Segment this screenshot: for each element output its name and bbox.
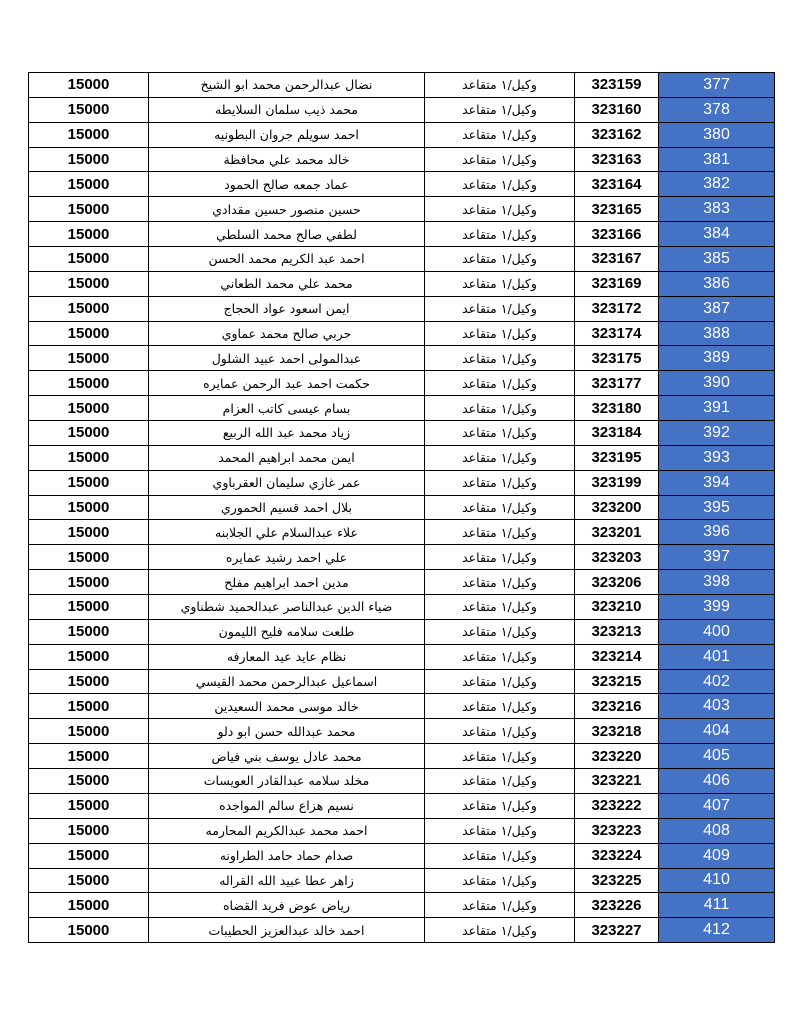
code-cell: 323164 <box>575 172 659 197</box>
rank-cell: وكيل/١ متقاعد <box>425 694 575 719</box>
serial-cell: 406 <box>659 769 775 794</box>
name-cell: نضال عبدالرحمن محمد ابو الشيخ <box>149 73 425 98</box>
amount-cell: 15000 <box>29 97 149 122</box>
code-cell: 323172 <box>575 296 659 321</box>
rank-cell: وكيل/١ متقاعد <box>425 247 575 272</box>
name-cell: احمد محمد عبدالكريم المحارمه <box>149 818 425 843</box>
table-row <box>29 346 775 371</box>
table-row <box>29 868 775 893</box>
rank-cell: وكيل/١ متقاعد <box>425 669 575 694</box>
code-cell: 323163 <box>575 147 659 172</box>
name-cell: احمد عبد الكريم محمد الحسن <box>149 247 425 272</box>
amount-cell: 15000 <box>29 793 149 818</box>
code-cell: 323213 <box>575 619 659 644</box>
rank-cell: وكيل/١ متقاعد <box>425 619 575 644</box>
table-row <box>29 296 775 321</box>
name-cell: خالد محمد علي محافظة <box>149 147 425 172</box>
code-cell: 323225 <box>575 868 659 893</box>
serial-cell: 393 <box>659 445 775 470</box>
code-cell: 323167 <box>575 247 659 272</box>
name-cell: صدام حماد حامد الطراونه <box>149 843 425 868</box>
serial-cell: 380 <box>659 122 775 147</box>
amount-cell: 15000 <box>29 918 149 943</box>
serial-cell: 401 <box>659 644 775 669</box>
table-row <box>29 321 775 346</box>
code-cell: 323175 <box>575 346 659 371</box>
rank-cell: وكيل/١ متقاعد <box>425 445 575 470</box>
name-cell: بسام عيسى كاتب العزام <box>149 396 425 421</box>
rank-cell: وكيل/١ متقاعد <box>425 421 575 446</box>
name-cell: علاء عبدالسلام علي الجلابنه <box>149 520 425 545</box>
code-cell: 323184 <box>575 421 659 446</box>
serial-cell: 412 <box>659 918 775 943</box>
rank-cell: وكيل/١ متقاعد <box>425 172 575 197</box>
amount-cell: 15000 <box>29 197 149 222</box>
serial-cell: 388 <box>659 321 775 346</box>
amount-cell: 15000 <box>29 147 149 172</box>
table-row <box>29 445 775 470</box>
amount-cell: 15000 <box>29 346 149 371</box>
table-row <box>29 470 775 495</box>
table-row <box>29 147 775 172</box>
serial-cell: 382 <box>659 172 775 197</box>
rank-cell: وكيل/١ متقاعد <box>425 595 575 620</box>
amount-cell: 15000 <box>29 222 149 247</box>
serial-cell: 394 <box>659 470 775 495</box>
rank-cell: وكيل/١ متقاعد <box>425 321 575 346</box>
rank-cell: وكيل/١ متقاعد <box>425 744 575 769</box>
name-cell: عماد جمعه صالح الحمود <box>149 172 425 197</box>
serial-cell: 377 <box>659 73 775 98</box>
serial-cell: 405 <box>659 744 775 769</box>
name-cell: حسين منصور حسين مقدادي <box>149 197 425 222</box>
rank-cell: وكيل/١ متقاعد <box>425 271 575 296</box>
serial-cell: 392 <box>659 421 775 446</box>
serial-cell: 383 <box>659 197 775 222</box>
code-cell: 323199 <box>575 470 659 495</box>
table-row <box>29 744 775 769</box>
name-cell: مخلد سلامه عبدالقادر العويسات <box>149 769 425 794</box>
amount-cell: 15000 <box>29 495 149 520</box>
amount-cell: 15000 <box>29 843 149 868</box>
amount-cell: 15000 <box>29 769 149 794</box>
name-cell: عبدالمولى احمد عبيد الشلول <box>149 346 425 371</box>
table-row <box>29 793 775 818</box>
name-cell: لطفي صالح محمد السلطي <box>149 222 425 247</box>
amount-cell: 15000 <box>29 396 149 421</box>
rank-cell: وكيل/١ متقاعد <box>425 296 575 321</box>
table-row <box>29 371 775 396</box>
rank-cell: وكيل/١ متقاعد <box>425 470 575 495</box>
name-cell: خالد موسى محمد السعيدين <box>149 694 425 719</box>
serial-cell: 400 <box>659 619 775 644</box>
rank-cell: وكيل/١ متقاعد <box>425 495 575 520</box>
code-cell: 323203 <box>575 545 659 570</box>
table-row <box>29 97 775 122</box>
name-cell: ايمن اسعود عواد الحجاج <box>149 296 425 321</box>
name-cell: نظام عايد عيد المعارفه <box>149 644 425 669</box>
amount-cell: 15000 <box>29 893 149 918</box>
serial-cell: 407 <box>659 793 775 818</box>
amount-cell: 15000 <box>29 818 149 843</box>
amount-cell: 15000 <box>29 172 149 197</box>
rank-cell: وكيل/١ متقاعد <box>425 97 575 122</box>
name-cell: حكمت احمد عبد الرحمن عمايره <box>149 371 425 396</box>
table-row <box>29 197 775 222</box>
serial-cell: 395 <box>659 495 775 520</box>
rank-cell: وكيل/١ متقاعد <box>425 545 575 570</box>
rank-cell: وكيل/١ متقاعد <box>425 918 575 943</box>
amount-cell: 15000 <box>29 247 149 272</box>
amount-cell: 15000 <box>29 271 149 296</box>
table-row <box>29 247 775 272</box>
serial-cell: 396 <box>659 520 775 545</box>
code-cell: 323216 <box>575 694 659 719</box>
name-cell: بلال احمد قسيم الحموري <box>149 495 425 520</box>
serial-cell: 408 <box>659 818 775 843</box>
serial-cell: 387 <box>659 296 775 321</box>
serial-cell: 384 <box>659 222 775 247</box>
serial-cell: 409 <box>659 843 775 868</box>
table-row <box>29 644 775 669</box>
table-row <box>29 669 775 694</box>
rank-cell: وكيل/١ متقاعد <box>425 520 575 545</box>
amount-cell: 15000 <box>29 470 149 495</box>
name-cell: ضياء الدين عبدالناصر عبدالحميد شطناوي <box>149 595 425 620</box>
table-row <box>29 421 775 446</box>
table-row <box>29 172 775 197</box>
code-cell: 323165 <box>575 197 659 222</box>
table-row <box>29 570 775 595</box>
rank-cell: وكيل/١ متقاعد <box>425 868 575 893</box>
serial-cell: 386 <box>659 271 775 296</box>
table-row <box>29 122 775 147</box>
rank-cell: وكيل/١ متقاعد <box>425 570 575 595</box>
code-cell: 323169 <box>575 271 659 296</box>
amount-cell: 15000 <box>29 122 149 147</box>
rank-cell: وكيل/١ متقاعد <box>425 222 575 247</box>
name-cell: محمد ذيب سلمان السلايطه <box>149 97 425 122</box>
rank-cell: وكيل/١ متقاعد <box>425 644 575 669</box>
name-cell: طلعت سلامه فليح الليمون <box>149 619 425 644</box>
name-cell: نسيم هزاع سالم المواجده <box>149 793 425 818</box>
code-cell: 323214 <box>575 644 659 669</box>
amount-cell: 15000 <box>29 669 149 694</box>
serial-cell: 397 <box>659 545 775 570</box>
code-cell: 323195 <box>575 445 659 470</box>
amount-cell: 15000 <box>29 445 149 470</box>
table-row <box>29 719 775 744</box>
table-row <box>29 73 775 98</box>
amount-cell: 15000 <box>29 868 149 893</box>
code-cell: 323220 <box>575 744 659 769</box>
code-cell: 323180 <box>575 396 659 421</box>
amount-cell: 15000 <box>29 570 149 595</box>
table-row <box>29 769 775 794</box>
rank-cell: وكيل/١ متقاعد <box>425 197 575 222</box>
rank-cell: وكيل/١ متقاعد <box>425 396 575 421</box>
code-cell: 323226 <box>575 893 659 918</box>
table-row <box>29 222 775 247</box>
code-cell: 323210 <box>575 595 659 620</box>
name-cell: احمد خالد عبدالعزيز الحطيبات <box>149 918 425 943</box>
rank-cell: وكيل/١ متقاعد <box>425 818 575 843</box>
amount-cell: 15000 <box>29 545 149 570</box>
code-cell: 323221 <box>575 769 659 794</box>
table-row <box>29 495 775 520</box>
code-cell: 323224 <box>575 843 659 868</box>
amount-cell: 15000 <box>29 321 149 346</box>
rank-cell: وكيل/١ متقاعد <box>425 73 575 98</box>
table-row <box>29 694 775 719</box>
rank-cell: وكيل/١ متقاعد <box>425 122 575 147</box>
amount-cell: 15000 <box>29 619 149 644</box>
name-cell: محمد عادل يوسف بني فياض <box>149 744 425 769</box>
name-cell: علي احمد رشيد عمايره <box>149 545 425 570</box>
table-row <box>29 396 775 421</box>
name-cell: حربي صالح محمد عماوي <box>149 321 425 346</box>
rank-cell: وكيل/١ متقاعد <box>425 147 575 172</box>
serial-cell: 411 <box>659 893 775 918</box>
table-row <box>29 619 775 644</box>
amount-cell: 15000 <box>29 694 149 719</box>
name-cell: عمر غازي سليمان العقرباوي <box>149 470 425 495</box>
amount-cell: 15000 <box>29 296 149 321</box>
name-cell: زاهر عطا عبيد الله القراله <box>149 868 425 893</box>
amount-cell: 15000 <box>29 371 149 396</box>
table-row <box>29 595 775 620</box>
serial-cell: 391 <box>659 396 775 421</box>
amount-cell: 15000 <box>29 520 149 545</box>
code-cell: 323218 <box>575 719 659 744</box>
table-row <box>29 545 775 570</box>
amount-cell: 15000 <box>29 421 149 446</box>
name-cell: محمد علي محمد الطعاني <box>149 271 425 296</box>
code-cell: 323160 <box>575 97 659 122</box>
retirees-table <box>28 72 775 943</box>
serial-cell: 398 <box>659 570 775 595</box>
code-cell: 323162 <box>575 122 659 147</box>
table-row <box>29 893 775 918</box>
table-row <box>29 843 775 868</box>
code-cell: 323174 <box>575 321 659 346</box>
name-cell: زياد محمد عبد الله الربيع <box>149 421 425 446</box>
serial-cell: 403 <box>659 694 775 719</box>
code-cell: 323177 <box>575 371 659 396</box>
name-cell: احمد سويلم جروان البطونيه <box>149 122 425 147</box>
serial-cell: 385 <box>659 247 775 272</box>
rank-cell: وكيل/١ متقاعد <box>425 719 575 744</box>
rank-cell: وكيل/١ متقاعد <box>425 371 575 396</box>
serial-cell: 404 <box>659 719 775 744</box>
code-cell: 323215 <box>575 669 659 694</box>
name-cell: محمد عبدالله حسن ابو دلو <box>149 719 425 744</box>
rank-cell: وكيل/١ متقاعد <box>425 346 575 371</box>
table-row <box>29 818 775 843</box>
amount-cell: 15000 <box>29 744 149 769</box>
table-row <box>29 918 775 943</box>
code-cell: 323201 <box>575 520 659 545</box>
code-cell: 323223 <box>575 818 659 843</box>
serial-cell: 381 <box>659 147 775 172</box>
code-cell: 323166 <box>575 222 659 247</box>
amount-cell: 15000 <box>29 644 149 669</box>
serial-cell: 378 <box>659 97 775 122</box>
serial-cell: 390 <box>659 371 775 396</box>
code-cell: 323222 <box>575 793 659 818</box>
name-cell: ايمن محمد ابراهيم المحمد <box>149 445 425 470</box>
name-cell: مدين احمد ابراهيم مفلح <box>149 570 425 595</box>
rank-cell: وكيل/١ متقاعد <box>425 769 575 794</box>
serial-cell: 402 <box>659 669 775 694</box>
table-row <box>29 271 775 296</box>
code-cell: 323227 <box>575 918 659 943</box>
serial-cell: 399 <box>659 595 775 620</box>
rank-cell: وكيل/١ متقاعد <box>425 893 575 918</box>
rank-cell: وكيل/١ متقاعد <box>425 793 575 818</box>
amount-cell: 15000 <box>29 595 149 620</box>
rank-cell: وكيل/١ متقاعد <box>425 843 575 868</box>
amount-cell: 15000 <box>29 73 149 98</box>
table-body <box>29 73 775 943</box>
name-cell: اسماعيل عبدالرحمن محمد القيسي <box>149 669 425 694</box>
serial-cell: 410 <box>659 868 775 893</box>
serial-cell: 389 <box>659 346 775 371</box>
code-cell: 323159 <box>575 73 659 98</box>
code-cell: 323200 <box>575 495 659 520</box>
table-row <box>29 520 775 545</box>
name-cell: رياض عوض فريد القضاه <box>149 893 425 918</box>
code-cell: 323206 <box>575 570 659 595</box>
amount-cell: 15000 <box>29 719 149 744</box>
